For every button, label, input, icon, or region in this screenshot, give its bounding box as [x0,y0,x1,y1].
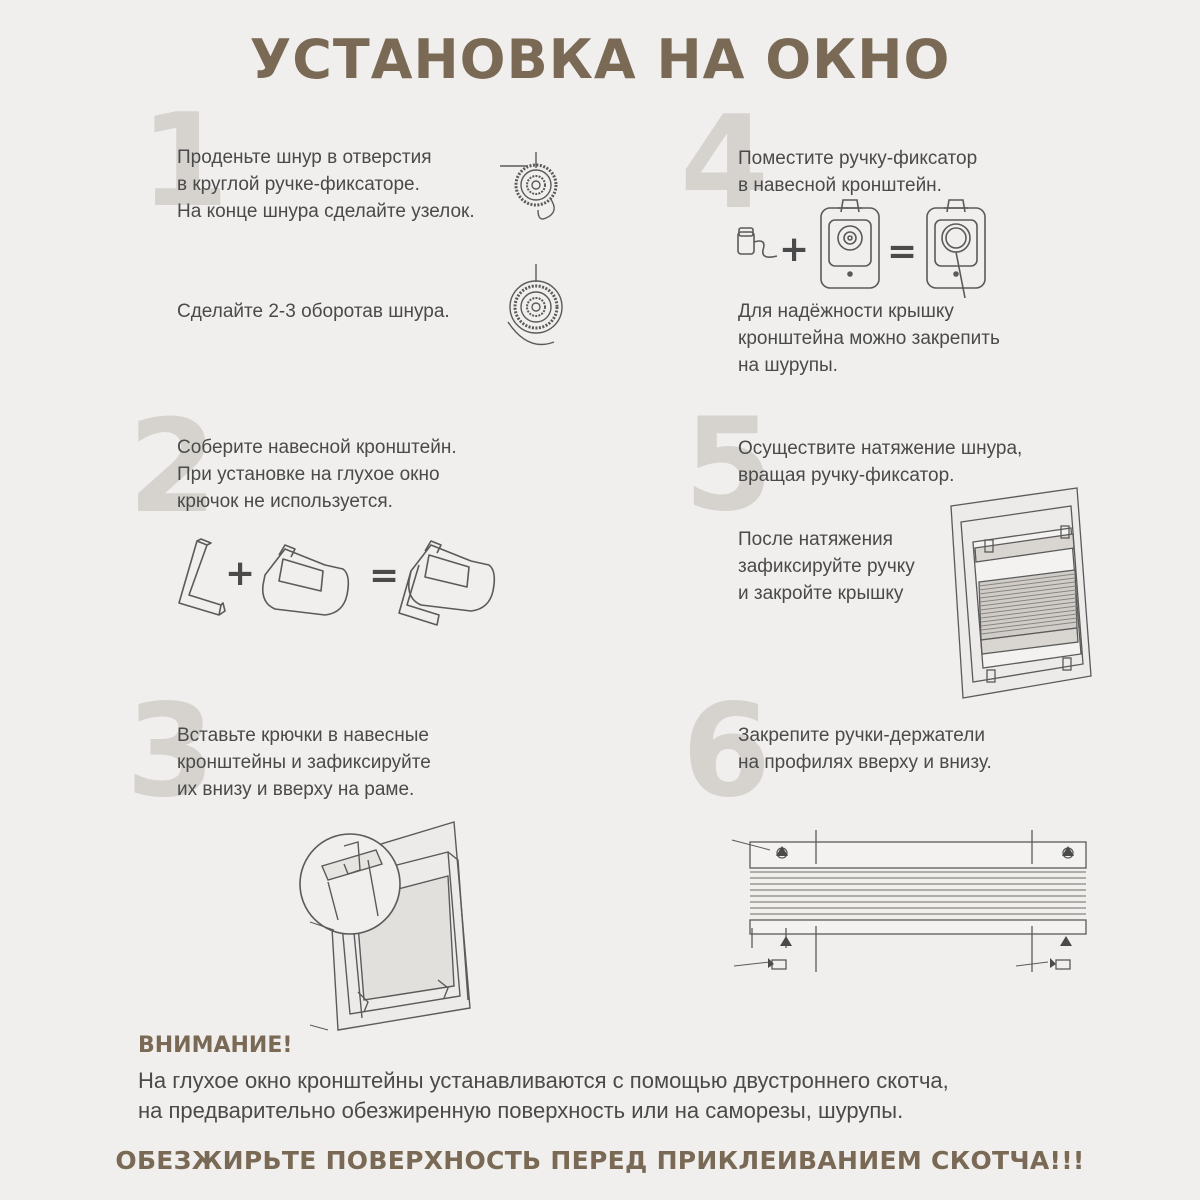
warning-title: ВНИМАНИЕ! [138,1033,293,1058]
step-4-line-1: Поместите ручку-фиксатор [738,148,978,169]
step-6-text [738,722,992,776]
knob-into-bracket-illustration [733,198,995,300]
step-number-6: 6 [682,677,772,826]
step-1-extra-text [177,298,450,325]
step-4-line-2: в навесной кронштейн. [738,175,942,196]
step-4-extra-line-2: кронштейна можно закрепить [738,328,1000,349]
step-6-line-1: Закрепите ручки-держатели [738,725,985,746]
step-3-line-1: Вставьте крючки в навесные [177,725,429,746]
step-5-extra-line-1: После натяжения [738,529,893,550]
step-4-extra-line-1: Для надёжности крышку [738,301,954,322]
step-2-line-1: Соберите навесной кронштейн. [177,437,457,458]
step-number-4: 4 [680,89,770,238]
step-1-extra-line-1: Сделайте 2-3 оборотав шнура. [177,301,450,322]
profile-holders-illustration [730,828,1090,976]
step-3-text [177,722,431,803]
step-1-line-1: Проденьте шнур в отверстия [177,147,432,168]
warning-line-2: на предварительно обезжиренную поверхность или на саморезы, шурупы. [138,1098,904,1123]
page-title: УСТАНОВКА НА ОКНО [249,28,951,91]
step-3-line-2: кронштейны и зафиксируйте [177,752,431,773]
step-number-5: 5 [684,391,774,540]
warning-text [138,1066,949,1126]
step-5-extra-text [738,526,915,607]
step-4-extra-text [738,298,1000,379]
step-1-line-3: На конце шнура сделайте узелок. [177,201,475,222]
step-6-line-2: на профилях вверху и внизу. [738,752,992,773]
step-5-line-1: Осуществите натяжение шнура, [738,438,1023,459]
knob-threading-illustration [498,148,568,228]
step-5-text [738,435,1022,489]
step-4-extra-line-3: на шурупы. [738,355,838,376]
warning-line-1: На глухое окно кронштейны устанавливаются с помощью двустроннего скотча, [138,1068,949,1093]
step-3-line-3: их внизу и вверху на раме. [177,779,415,800]
bracket-assembly-illustration [175,535,505,635]
step-4-text [738,145,977,199]
knob-winding-illustration [498,262,568,352]
step-number-1: 1 [140,87,230,236]
step-2-text [177,434,457,515]
step-1-text [177,144,475,225]
equals-sign: = [369,555,400,596]
step-5-line-2: вращая ручку-фиксатор. [738,465,955,486]
window-hooks-illustration [298,820,478,1035]
window-shade-illustration [945,486,1095,701]
step-2-line-2: При установке на глухое окно [177,464,440,485]
step-2-line-3: крючок не используется. [177,491,393,512]
footer-notice: ОБЕЗЖИРЬТЕ ПОВЕРХНОСТЬ ПЕРЕД ПРИКЛЕИВАНИЕМ СКОТЧА!!! [115,1146,1085,1175]
step-5-extra-line-2: зафиксируйте ручку [738,556,915,577]
step-number-2: 2 [128,393,218,542]
step-1-line-2: в круглой ручке-фиксаторе. [177,174,420,195]
equals-sign: = [887,231,918,272]
step-5-extra-line-3: и закройте крышку [738,583,904,604]
step-number-3: 3 [126,677,216,826]
plus-sign: + [225,553,256,594]
plus-sign: + [779,229,810,270]
